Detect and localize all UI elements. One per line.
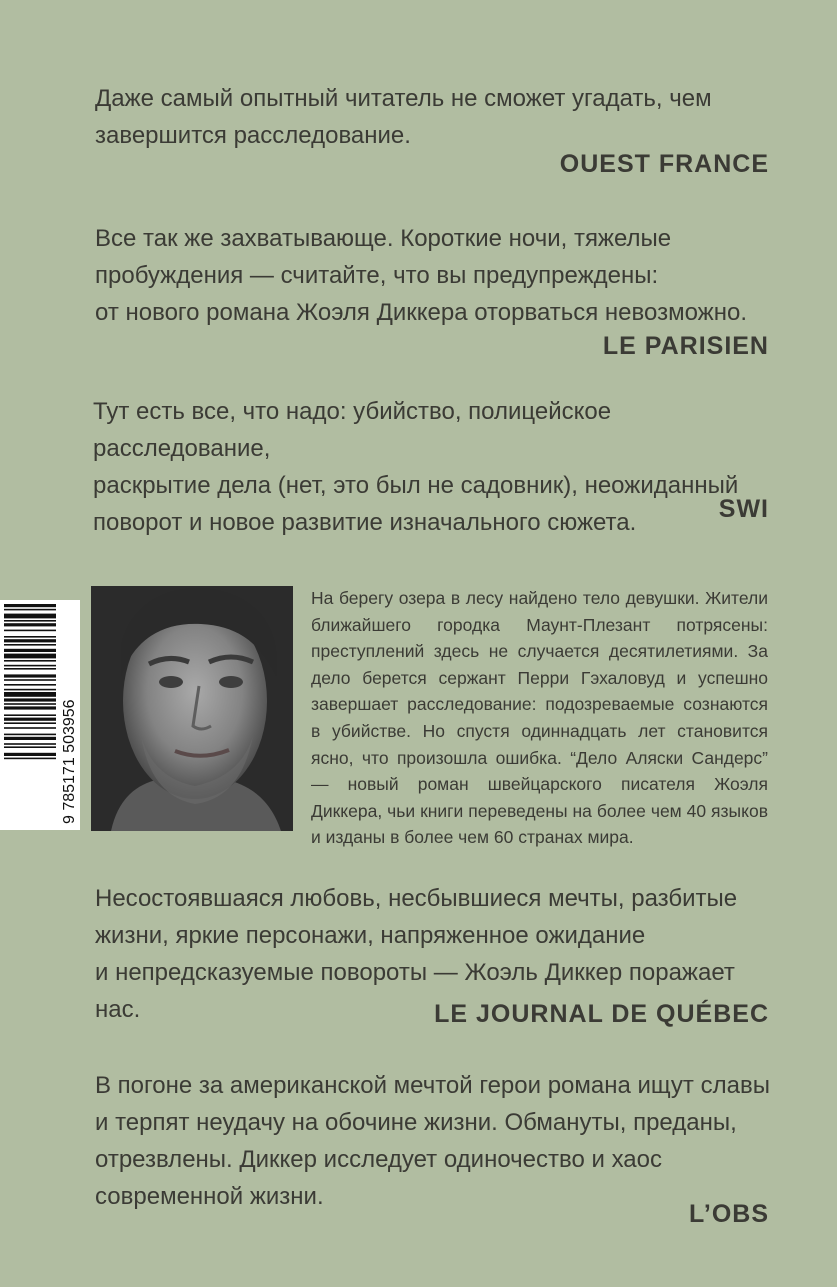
quote-line: раскрытие дела (нет, это был не садовник), неожиданный — [93, 472, 739, 499]
barcode-bar — [4, 718, 56, 721]
review-source-3: SWI — [718, 495, 769, 523]
barcode-bar — [4, 692, 56, 697]
barcode-bar — [4, 746, 56, 748]
barcode-bar — [4, 753, 56, 756]
quote-line: пробуждения — считайте, что вы предупреждены: — [95, 262, 659, 289]
barcode-bar — [4, 668, 56, 670]
barcode-bar — [4, 609, 56, 611]
barcode-bar — [4, 703, 56, 705]
review-source-2: LE PARISIEN — [602, 332, 769, 360]
barcode-bar — [4, 737, 56, 740]
review-source-5: L’OBS — [688, 1200, 769, 1228]
barcode-bar — [4, 623, 56, 626]
barcode-digits: 9 785171 503956 — [61, 699, 78, 824]
barcode-bar — [4, 684, 56, 686]
quote-line: поворот и новое развитие изначального сюжета. — [93, 509, 637, 536]
quote-line: от нового романа Жоэля Диккера оторваться невозможно. — [95, 299, 747, 326]
barcode-bar — [4, 743, 56, 745]
barcode-bar — [4, 698, 56, 701]
barcode-bar — [4, 614, 56, 619]
barcode-bar — [4, 665, 56, 667]
review-source-4: LE JOURNAL DE QUÉBEC — [434, 1000, 769, 1028]
quote-line: завершится расследование. — [95, 122, 411, 149]
isbn-barcode — [0, 600, 80, 830]
author-portrait-icon — [91, 586, 293, 831]
review-quote-2 — [95, 220, 785, 331]
barcode-bar — [4, 630, 56, 632]
barcode-bar — [4, 758, 56, 760]
barcode-bar — [4, 604, 56, 607]
barcode-bar — [4, 660, 56, 662]
quote-line: Все так же захватывающе. Короткие ночи, тяжелые — [95, 225, 672, 252]
barcode-bar — [4, 620, 56, 622]
quote-line: В погоне за американской мечтой герои романа ищут славы — [95, 1072, 770, 1099]
barcode-bar — [4, 649, 56, 652]
barcode-bar — [4, 654, 56, 659]
annotation-text: На берегу озера в лесу найдено тело девушки. Жители ближайшего городка Маунт-Плезант потрясены: преступлений здесь не случается десятилетиями. За дело берется сержант Перри Гэхаловуд и успешно завершает расследование: подозреваемые сознаются в убийстве. Но спустя одиннадцать лет становится ясно, что произошла ошибка. “Дело Аляски Сандерс” — новый роман швейцарского писателя Жоэля Диккера, чьи книги переведены на более чем 40 языков и изданы в более чем 60 странах мира. — [311, 588, 768, 848]
quote-line: Тут есть все, что надо: убийство, полицейское расследование, — [93, 398, 612, 462]
barcode-bar — [4, 636, 56, 638]
barcode-bar — [4, 644, 56, 646]
quote-line: современной жизни. — [95, 1183, 324, 1210]
quote-line: и терпят неудачу на обочине жизни. Обмануты, преданы, — [95, 1109, 737, 1136]
quote-line: Несостоявшаяся любовь, несбывшиеся мечты, разбитые — [95, 885, 738, 912]
quote-line: и непредсказуемые повороты — Жоэль Диккер поражает нас. — [95, 959, 735, 1023]
quote-line: отрезвлены. Диккер исследует одиночество и хаос — [95, 1146, 662, 1173]
barcode-bar — [4, 706, 56, 709]
book-annotation — [311, 585, 768, 851]
quote-line: жизни, яркие персонажи, напряженное ожидание — [95, 922, 646, 949]
barcode-bar — [4, 679, 56, 681]
review-quote-5 — [95, 1067, 785, 1215]
barcode-bar — [4, 674, 56, 677]
barcode-bar — [4, 727, 56, 729]
barcode-bar — [4, 714, 56, 716]
author-photo — [91, 586, 293, 831]
barcode-bar — [4, 639, 56, 642]
barcode-bar — [4, 734, 56, 736]
quote-line: Даже самый опытный читатель не сможет угадать, чем — [95, 85, 712, 112]
barcode-bar — [4, 722, 56, 724]
review-quote-3 — [93, 393, 783, 541]
review-quote-1 — [95, 80, 785, 154]
review-source-1: OUEST FRANCE — [559, 150, 769, 178]
barcode-bar — [4, 689, 56, 691]
